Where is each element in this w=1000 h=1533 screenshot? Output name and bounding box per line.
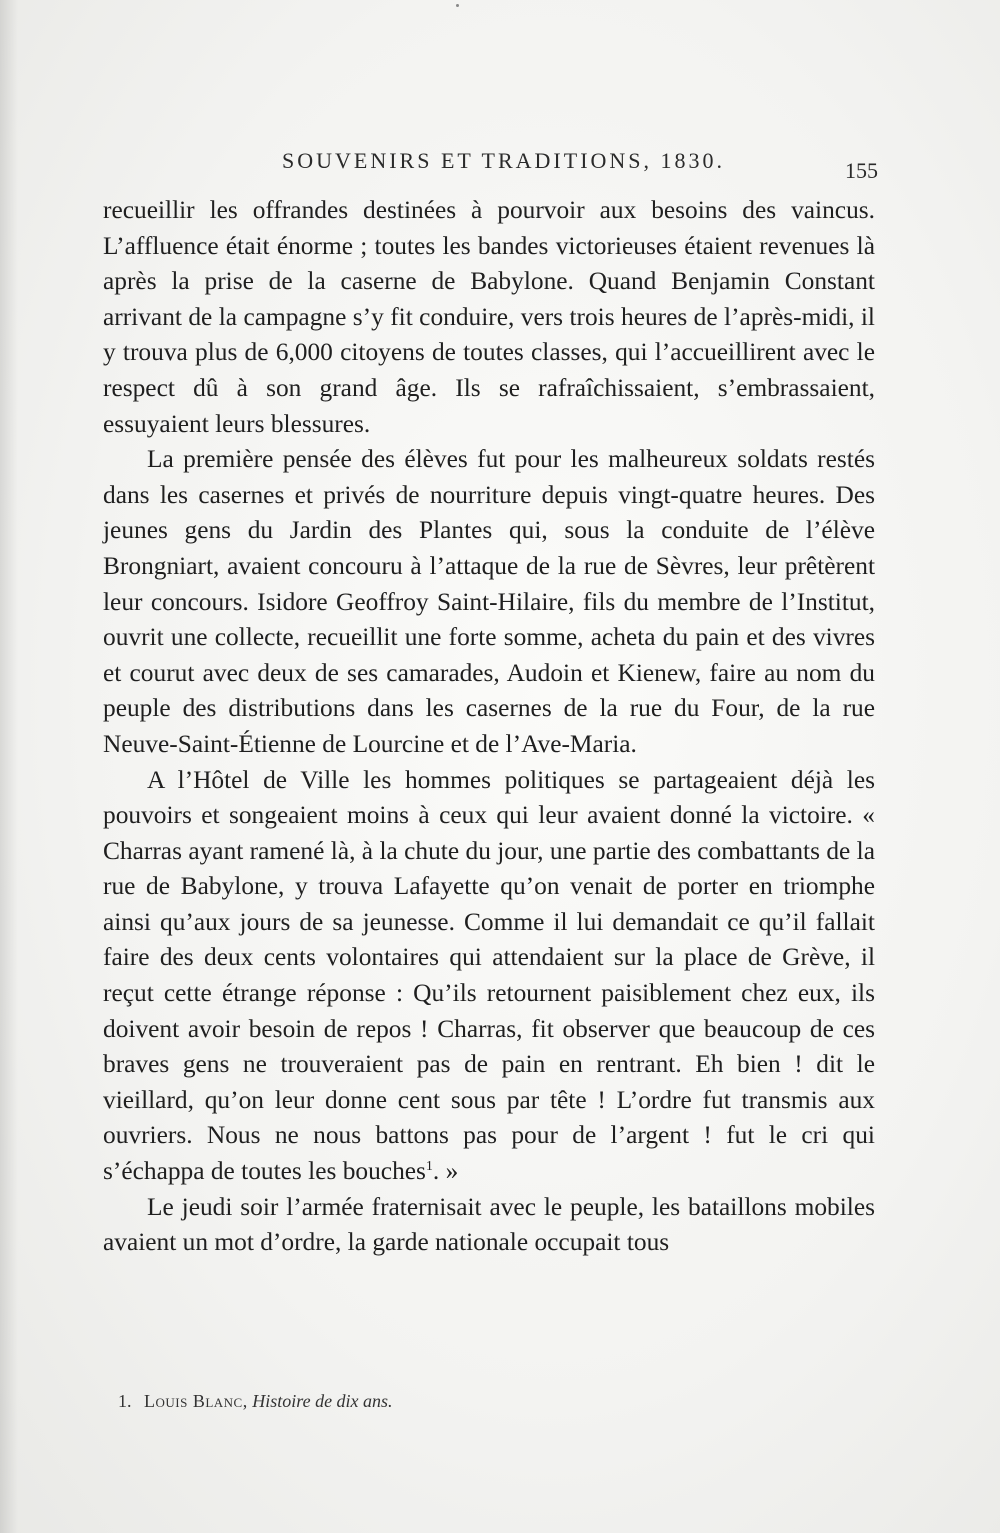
paragraph-text: A l’Hôtel de Ville les hommes politiques se partageaient déjà les pouvoirs et songeaient moins à ceux qui leur avaient donné la victoire. « Charras ayant ramené là, à la chute du jour, une partie des combattants de la rue de Babylone, y trouva Lafayette qu’on venait de porter en triomphe ainsi qu’aux jours de sa jeunesse. Comme il lui demandait ce qu’il fallait faire des deux cents volontaires qui attendaient sur la place de Grève, il reçut cette étrange réponse : Qu’ils retournent paisiblement chez eux, ils doivent avoir besoin de repos ! Charras, fit observer que beaucoup de ces braves gens ne trouveraient pas de pain en rentrant. Eh bien ! dit le vieillard, qu’on leur donne cent sous par tête ! L’ordre fut transmis aux ouvriers. Nous ne nous battons pas pour de l’argent ! fut le cri qui s’échappa de toutes les bouches: [103, 765, 875, 1186]
body-text: [103, 193, 875, 1261]
running-header: [100, 148, 890, 183]
footnote-title: Histoire de dix ans.: [252, 1391, 393, 1411]
paragraph-text: recueillir les offrandes destinées à pourvoir aux besoins des vaincus. L’affluence était énorme ; toutes les bandes victorieuses étaient revenues là après la prise de la caserne de Babylone. Quand Benjamin Constant arrivant de la campagne s’y fit conduire, vers trois heures de l’après-midi, il y trouva plus de 6,000 citoyens de toutes classes, qui l’accueillirent avec le respect dû à son grand âge. Ils se rafraîchissaient, s’embrassaient, essuyaient leurs blessures.: [103, 196, 875, 438]
paragraph: [103, 193, 875, 442]
ink-speck: [456, 4, 459, 7]
footnote-author: Louis Blanc,: [144, 1391, 248, 1411]
running-title: SOUVENIRS ET TRADITIONS, 1830.: [282, 148, 726, 173]
paragraph-tail: . »: [432, 1157, 459, 1186]
page-number: 155: [845, 158, 878, 183]
paragraph-text: Le jeudi soir l’armée fraternisait avec le peuple, les bataillons mobiles avaient un mot d’ordre, la garde nationale occupait tous: [103, 1192, 875, 1257]
footnote-reference[interactable]: 1: [425, 1159, 433, 1175]
footnote: [118, 1391, 818, 1412]
paragraph-text: La première pensée des élèves fut pour les malheureux soldats restés dans les casernes et privés de nourriture depuis vingt-quatre heures. Des jeunes gens du Jardin des Plantes qui, sous la conduite de l’élève Brongniart, avaient concouru à l’attaque de la rue de Sèvres, leur prêtèrent leur concours. Isidore Geoffroy Saint-Hilaire, fils du membre de l’Institut, ouvrit une collecte, recueillit une forte somme, acheta du pain et des vivres et courut avec deux de ses camarades, Audoin et Kienew, faire au nom du peuple des distributions dans les casernes de la rue du Four, de la rue Neuve-Saint-Étienne de Lourcine et de l’Ave-Maria.: [103, 445, 875, 758]
paragraph: [103, 442, 875, 762]
paragraph: [103, 1190, 875, 1261]
footnote-number: 1.: [118, 1391, 132, 1411]
paragraph: [103, 763, 875, 1190]
binding-shadow: [0, 0, 18, 1533]
